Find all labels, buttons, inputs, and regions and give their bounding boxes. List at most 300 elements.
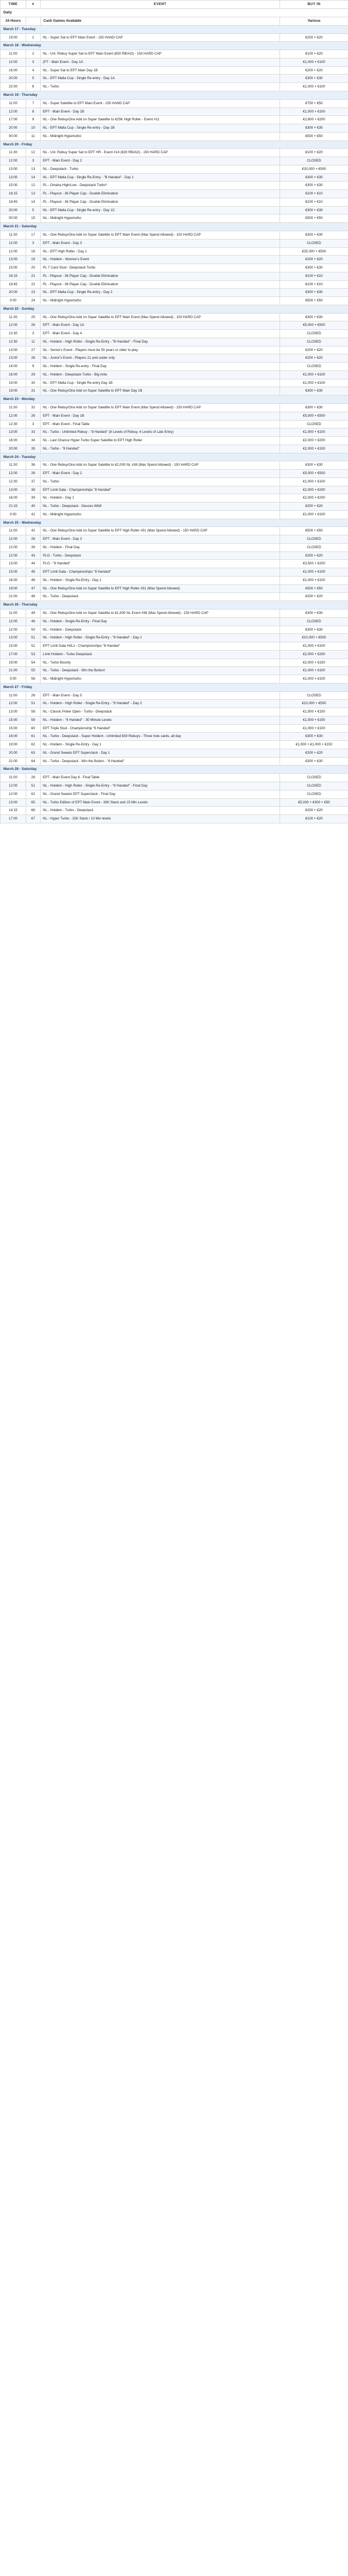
cell-num: 61 <box>26 733 41 741</box>
table-row[interactable] <box>1 774 348 782</box>
cell-num: 37 <box>26 477 41 486</box>
cell-event: NL - EPT Malta Cup - Single Re-entry - Day 1B <box>41 124 280 133</box>
cell-buy: €1,000 + €100 <box>280 568 348 577</box>
cell-num: 14 <box>26 198 41 206</box>
cell-event: NL - EPT Malta Cup - Single Re-entry - Day 2 <box>41 289 280 297</box>
table-row[interactable] <box>1 66 348 75</box>
table-row[interactable] <box>1 749 348 757</box>
table-row[interactable] <box>1 650 348 658</box>
table-row[interactable] <box>1 363 348 371</box>
always-available-cell: Cash Games Available <box>41 17 280 25</box>
table-row[interactable] <box>1 132 348 140</box>
cell-num: 32 <box>26 404 41 412</box>
cell-event: NL - Holdem - Single Re-Entry - Day 1 <box>41 576 280 584</box>
cell-buy: CLOSED <box>280 157 348 165</box>
cell-buy: CLOSED <box>280 535 348 544</box>
cell-time: 15:00 <box>1 568 26 577</box>
cell-buy: €2,000 + €150 <box>280 658 348 667</box>
cell-buy: €300 + €30 <box>280 264 348 272</box>
cell-event: NL - Turbo Bounty <box>41 658 280 667</box>
cell-buy: €100 + €20 <box>280 50 348 58</box>
cell-buy: €1,000 + €100 <box>280 642 348 651</box>
table-row[interactable] <box>1 634 348 642</box>
table-row[interactable] <box>1 477 348 486</box>
cell-event: NL - Midnight Hyperturbo <box>41 132 280 140</box>
table-row[interactable] <box>1 420 348 428</box>
cell-event: NL - Senior's Event - Players must be 50 years or older to play <box>41 346 280 354</box>
cell-time: 15:00 <box>1 182 26 190</box>
cell-buy: €1,000 + €100 <box>280 477 348 486</box>
cell-time: 16:00 <box>1 370 26 379</box>
cell-buy: €300 + €30 <box>280 461 348 470</box>
table-row[interactable] <box>1 33 348 42</box>
cell-num: 64 <box>26 757 41 765</box>
table-row[interactable] <box>1 231 348 240</box>
table-row[interactable] <box>1 165 348 173</box>
cell-event: NL - Turbo - Deepstack - Super Holdem - Unlimited €50 Rebuys - Three hole cards, all day <box>41 733 280 741</box>
cell-time: 21:00 <box>1 757 26 765</box>
tournament-schedule-table <box>0 0 348 823</box>
table-row[interactable] <box>1 272 348 280</box>
table-row[interactable] <box>1 289 348 297</box>
cell-num: 46 <box>26 617 41 626</box>
table-row[interactable] <box>1 782 348 791</box>
cell-time: 12:00 <box>1 239 26 247</box>
day-header-label: March 18 - Wednesday <box>1 42 348 50</box>
cell-num: 12 <box>26 149 41 157</box>
cell-event: NL - One Rebuy/One Add on Super Satellite to EPT High Roller #51 (Max Spend Allowed) <box>41 584 280 593</box>
table-row[interactable] <box>1 404 348 412</box>
day-header-label: March 27 - Friday <box>1 683 348 691</box>
table-row[interactable] <box>1 658 348 667</box>
cell-num: 62 <box>26 790 41 798</box>
cell-buy: CLOSED <box>280 774 348 782</box>
table-row[interactable] <box>1 527 348 535</box>
table-row[interactable] <box>1 346 348 354</box>
table-row[interactable] <box>1 445 348 453</box>
cell-buy: €300 + €30 <box>280 206 348 214</box>
cell-num: 3 <box>26 239 41 247</box>
cell-event: NL - Turbo - Unlimited Rebuy - "8 Handed" (8 Levels of Rebuy, 4 Levels of Late Entry) <box>41 428 280 437</box>
table-row[interactable] <box>1 264 348 272</box>
cell-time: 19:00 <box>1 387 26 396</box>
cell-time: 12:00 <box>1 470 26 478</box>
cell-time: 17:00 <box>1 650 26 658</box>
table-row[interactable] <box>1 510 348 519</box>
cell-buy: €500 + €50 <box>280 214 348 223</box>
table-row[interactable] <box>1 75 348 83</box>
cell-time: 13:00 <box>1 428 26 437</box>
table-row[interactable] <box>1 470 348 478</box>
cell-num: 53 <box>26 650 41 658</box>
cell-event: EPT - Main Event - Day 3 <box>41 535 280 544</box>
cell-buy: €2,800 + €200 <box>280 116 348 124</box>
cell-buy: €300 + €30 <box>280 609 348 618</box>
table-row[interactable] <box>1 642 348 651</box>
cell-time: 11:00 <box>1 50 26 58</box>
table-row[interactable] <box>1 313 348 321</box>
cell-num: 26 <box>26 774 41 782</box>
cell-time: 11:00 <box>1 609 26 618</box>
cell-buy: €200 + €20 <box>280 256 348 264</box>
cell-num: 54 <box>26 658 41 667</box>
cell-num: 56 <box>26 675 41 684</box>
cell-num: 6 <box>26 83 41 91</box>
table-row[interactable] <box>1 757 348 765</box>
cell-num: 26 <box>26 321 41 330</box>
table-header <box>1 1 348 9</box>
cell-num: 29 <box>26 370 41 379</box>
table-row[interactable] <box>1 552 348 560</box>
cell-event: NL - Holdem - High Roller - Single Re-Entry - "B Handed" - Final Day <box>41 338 280 346</box>
cell-buy: €1,000 + €100 <box>280 370 348 379</box>
cell-buy: €1,000 + €100 <box>280 428 348 437</box>
day-header-label: March 28 - Saturday <box>1 765 348 774</box>
cell-event: EPT - Main Event - Day 1B <box>41 108 280 116</box>
cell-buy: €100 + €20 <box>280 815 348 823</box>
cell-event: NL - Holdem - Women's Event <box>41 256 280 264</box>
table-row[interactable] <box>1 321 348 330</box>
table-row[interactable] <box>1 502 348 511</box>
cell-time: 19:00 <box>1 584 26 593</box>
day-header-row <box>1 91 348 99</box>
table-row[interactable] <box>1 807 348 815</box>
cell-num: 33 <box>26 428 41 437</box>
cell-num: 20 <box>26 264 41 272</box>
table-row[interactable] <box>1 256 348 264</box>
table-row[interactable] <box>1 708 348 716</box>
cell-buy: €1,000 + €100 <box>280 58 348 66</box>
table-row[interactable] <box>1 486 348 494</box>
cell-num: 46 <box>26 576 41 584</box>
table-row[interactable] <box>1 535 348 544</box>
day-header-label: March 21 - Saturday <box>1 223 348 231</box>
cell-time: 11:00 <box>1 527 26 535</box>
cell-num: 9 <box>26 116 41 124</box>
table-row[interactable] <box>1 370 348 379</box>
cell-num: 63 <box>26 749 41 757</box>
table-row[interactable] <box>1 741 348 749</box>
cell-event: NL - EPT Malta Cup - Single Re-entry - Day 1A <box>41 75 280 83</box>
cell-time: 15:00 <box>1 642 26 651</box>
cell-time: 11:30 <box>1 149 26 157</box>
cell-buy: €100 + €20 <box>280 149 348 157</box>
cell-num: 55 <box>26 667 41 675</box>
cell-num: 51 <box>26 700 41 708</box>
cell-buy: €200 + €20 <box>280 346 348 354</box>
table-row[interactable] <box>1 412 348 420</box>
table-row[interactable] <box>1 543 348 552</box>
cell-event: NL - Turbo - "8 Handed" <box>41 445 280 453</box>
table-row[interactable] <box>1 675 348 684</box>
cell-event: NL - Midnight Hyperturbo <box>41 214 280 223</box>
cell-event: NL - Super Sat to EPT Main Day 1B <box>41 66 280 75</box>
table-row[interactable] <box>1 593 348 601</box>
cell-time: 19:00 <box>1 658 26 667</box>
cell-event: NL - Super Satellite to EPT Main Event - 150 HAND CAP <box>41 99 280 108</box>
cell-time: 19:00 <box>1 33 26 42</box>
day-header-row <box>1 396 348 404</box>
cell-event: NL - Unl. Rebuy Super Sat to EPT Main Event (€50 RB/AO) - 150 HARD CAP <box>41 50 280 58</box>
table-row[interactable] <box>1 691 348 700</box>
cell-buy: €5,000 + €500 <box>280 470 348 478</box>
section-subheader-label: Daily <box>1 8 348 17</box>
table-row[interactable] <box>1 798 348 807</box>
table-row[interactable] <box>1 116 348 124</box>
cell-event: NL - Turbo - Deepstack - Deuces Wild! <box>41 502 280 511</box>
day-header-label: March 23 - Monday <box>1 396 348 404</box>
table-row[interactable] <box>1 568 348 577</box>
table-row[interactable] <box>1 280 348 289</box>
cell-num: 19 <box>26 256 41 264</box>
cell-num: 42 <box>26 527 41 535</box>
cell-num: 39 <box>26 494 41 502</box>
cell-buy: €750 + €50 <box>280 99 348 108</box>
cell-buy: €1,000 + €1,000 + €150 <box>280 741 348 749</box>
cell-num: 27 <box>26 346 41 354</box>
cell-num: 65 <box>26 798 41 807</box>
cell-time: 21:00 <box>1 593 26 601</box>
cell-num: 40 <box>26 502 41 511</box>
cell-time: 00:00 <box>1 132 26 140</box>
cell-buy: €2,000 + €150 <box>280 445 348 453</box>
cell-buy: €300 + €30 <box>280 626 348 634</box>
cell-event: PL 7 Card Stud - Deepstack Turbo <box>41 264 280 272</box>
day-header-row <box>1 42 348 50</box>
cell-buy: €500 + €50 <box>280 297 348 305</box>
table-row[interactable] <box>1 428 348 437</box>
col-header-number: # <box>26 1 41 9</box>
table-row[interactable] <box>1 182 348 190</box>
table-row[interactable] <box>1 733 348 741</box>
table-row[interactable] <box>1 124 348 133</box>
cell-time: 0:00 <box>1 675 26 684</box>
cell-buy: €200 + €20 <box>280 33 348 42</box>
day-header-row <box>1 601 348 609</box>
cell-buy: €300 + €30 <box>280 313 348 321</box>
cell-event: PLO - Turbo - Deepstack <box>41 552 280 560</box>
cell-event: NL - Midnight Hyperturbo <box>41 510 280 519</box>
cell-num: 12 <box>26 182 41 190</box>
table-row[interactable] <box>1 815 348 823</box>
cell-time: 15:00 <box>1 724 26 733</box>
table-row[interactable] <box>1 149 348 157</box>
cell-event: EPT - Main Event - Final Table <box>41 420 280 428</box>
cell-time: 12:00 <box>1 790 26 798</box>
cell-time: 12:00 <box>1 58 26 66</box>
cell-event: NL - Deepstack - Turbo <box>41 165 280 173</box>
cell-time: 11:30 <box>1 313 26 321</box>
cell-num: 52 <box>26 642 41 651</box>
cell-buy: €200 + €20 <box>280 354 348 363</box>
table-row[interactable] <box>1 790 348 798</box>
table-row[interactable] <box>1 584 348 593</box>
cell-event: NL - Holdem - Final Day <box>41 543 280 552</box>
cell-time: 0:00 <box>1 510 26 519</box>
cell-num: 51 <box>26 634 41 642</box>
cell-time: 00:00 <box>1 214 26 223</box>
cell-buy: €1,000 + €100 <box>280 576 348 584</box>
cell-event: NL - Holdem - "6 Handed" - 30 Minute Levels <box>41 716 280 724</box>
cell-num: 1 <box>26 33 41 42</box>
table-row[interactable] <box>1 83 348 91</box>
cell-time: 15:00 <box>1 264 26 272</box>
table-row[interactable] <box>1 667 348 675</box>
cell-event: NL - One Rebuy/One Add on Super Satellite to EPT Main Day 1B <box>41 387 280 396</box>
cell-buy: €100 + €10 <box>280 272 348 280</box>
cell-buy: €5,000 + €300 + €50 <box>280 798 348 807</box>
cell-time: 12:30 <box>1 330 26 338</box>
table-row[interactable] <box>1 494 348 502</box>
cell-time: 19:00 <box>1 379 26 387</box>
cell-event: NL - One Rebuy/One Add on Super Satellite to EPT High Roller #51 (Max Spend Allowed) - 150 HARD CAP <box>41 527 280 535</box>
cell-time: 12:00 <box>1 617 26 626</box>
cell-time: 13:00 <box>1 560 26 568</box>
cell-buy: €200 + €20 <box>280 552 348 560</box>
cell-buy: €500 + €50 <box>280 584 348 593</box>
cell-time: 16:00 <box>1 437 26 445</box>
table-row[interactable] <box>1 99 348 108</box>
cell-event: EPT - Main Event - Day 1A <box>41 321 280 330</box>
cell-num: 62 <box>26 741 41 749</box>
cell-num: 13 <box>26 190 41 198</box>
cell-event: PL - Omaha High/Low - Deepstack Turbo* <box>41 182 280 190</box>
table-row[interactable] <box>1 190 348 198</box>
cell-time: 20:00 <box>1 124 26 133</box>
cell-time: 12:30 <box>1 338 26 346</box>
cell-num: 9 <box>26 363 41 371</box>
cell-event: NL - Holdem - Day 1 <box>41 494 280 502</box>
cell-buy: €1,000 + €100 <box>280 83 348 91</box>
cell-event: NL - Last Chance Hyper Turbo Super Satellite to EPT High Roller <box>41 437 280 445</box>
cell-num: 45 <box>26 568 41 577</box>
table-row[interactable] <box>1 173 348 182</box>
cell-num: 17 <box>26 231 41 240</box>
cell-event: NL - One Rebuy/One Add on Super Satellite to €2,000 NL #38 (Max Spend Allowed) - 150 HARD CAP <box>41 461 280 470</box>
cell-time: 14:15 <box>1 807 26 815</box>
cell-time: 12:00 <box>1 700 26 708</box>
cell-buy: CLOSED <box>280 363 348 371</box>
cell-buy: CLOSED <box>280 691 348 700</box>
day-header-label: March 24 - Tuesday <box>1 453 348 461</box>
cell-event: NL - Junior's Event - Players 21 and under only <box>41 354 280 363</box>
cell-buy: €20,000 + €500 <box>280 165 348 173</box>
table-row[interactable] <box>1 379 348 387</box>
cell-num: 50 <box>26 626 41 634</box>
cell-time: 12:30 <box>1 420 26 428</box>
cell-time: 20:00 <box>1 289 26 297</box>
cell-event: NL - Holdem - Turbo - Deepstack <box>41 807 280 815</box>
table-row[interactable] <box>1 387 348 396</box>
table-row[interactable] <box>1 724 348 733</box>
cell-event: EPT - Main Event - Day 1B <box>41 412 280 420</box>
col-header-event: EVENT <box>41 1 280 9</box>
table-row[interactable] <box>1 576 348 584</box>
cell-time: 22:00 <box>1 83 26 91</box>
cell-buy: €1,000 + €100 <box>280 675 348 684</box>
table-row[interactable] <box>1 609 348 618</box>
cell-event: NL - Grand Sweets EPT Superstack - Final Day <box>41 790 280 798</box>
always-available-cell: 24 Hours <box>1 17 26 25</box>
table-row[interactable] <box>1 50 348 58</box>
cell-num: 7 <box>26 99 41 108</box>
cell-time: 13:00 <box>1 173 26 182</box>
cell-time: 12:00 <box>1 157 26 165</box>
table-row[interactable] <box>1 700 348 708</box>
cell-num: 14 <box>26 173 41 182</box>
table-row[interactable] <box>1 247 348 256</box>
table-row[interactable] <box>1 297 348 305</box>
cell-event: NL - Holdem - High Roller - Single Re-Entry - "8 Handed" - Day 2 <box>41 700 280 708</box>
table-row[interactable] <box>1 716 348 724</box>
cell-buy: €1,000 + €100 <box>280 510 348 519</box>
table-row[interactable] <box>1 214 348 223</box>
cell-time: 16:15 <box>1 190 26 198</box>
cell-num: 39 <box>26 543 41 552</box>
cell-num: 51 <box>26 782 41 791</box>
cell-num: 66 <box>26 807 41 815</box>
cell-event: Limit Holdem - Turbo Deepstack <box>41 650 280 658</box>
cell-buy: €100 + €10 <box>280 280 348 289</box>
cell-event: PL - Playout - 36 Player Cap - Double Elimination <box>41 190 280 198</box>
cell-buy: CLOSED <box>280 420 348 428</box>
cell-num: 15 <box>26 214 41 223</box>
cell-event: NL - Super Sat to EPT Main Event - 150 HAND CAP <box>41 33 280 42</box>
cell-time: 12:00 <box>1 543 26 552</box>
table-row[interactable] <box>1 461 348 470</box>
table-row[interactable] <box>1 626 348 634</box>
cell-event: NL - Holdem - High Roller - Single Re-Entry - "8 Handed" - Final Day <box>41 782 280 791</box>
cell-time: 17:00 <box>1 815 26 823</box>
cell-time: 13:00 <box>1 486 26 494</box>
cell-num: 49 <box>26 609 41 618</box>
cell-event: NL - One Rebuy/One Add on Super Satellite to EPT Main Event (Max Spend Allowed) - 150 HARD CAP <box>41 404 280 412</box>
cell-num: 58 <box>26 708 41 716</box>
cell-event: NL - Holdem - Single Re-Entry - Day 1 <box>41 741 280 749</box>
cell-time: 21:15 <box>1 502 26 511</box>
always-available-row <box>1 17 348 25</box>
table-row[interactable] <box>1 157 348 165</box>
cell-event: NL - Hyper Turbo - 15K Stack / 10 Min levels <box>41 815 280 823</box>
table-row[interactable] <box>1 198 348 206</box>
cell-time: 13:00 <box>1 708 26 716</box>
day-header-label: March 26 - Thursday <box>1 601 348 609</box>
cell-num: 36 <box>26 461 41 470</box>
cell-event: NL - Holdem - Single Re-Entry - Final Day <box>41 617 280 626</box>
cell-time: 19:00 <box>1 741 26 749</box>
cell-time: 18:45 <box>1 280 26 289</box>
table-row[interactable] <box>1 354 348 363</box>
cell-event: NL - Midnight Hyperturbo <box>41 297 280 305</box>
cell-num: 60 <box>26 724 41 733</box>
cell-buy: CLOSED <box>280 338 348 346</box>
table-row[interactable] <box>1 560 348 568</box>
table-row[interactable] <box>1 330 348 338</box>
cell-time: 13:00 <box>1 798 26 807</box>
table-row[interactable] <box>1 617 348 626</box>
cell-num: 47 <box>26 584 41 593</box>
table-row[interactable] <box>1 58 348 66</box>
table-row[interactable] <box>1 108 348 116</box>
table-row[interactable] <box>1 338 348 346</box>
table-row[interactable] <box>1 239 348 247</box>
cell-buy: €300 + €30 <box>280 173 348 182</box>
cell-event: EPT - Main Event - Day 2 <box>41 470 280 478</box>
cell-num: 59 <box>26 716 41 724</box>
table-row[interactable] <box>1 437 348 445</box>
cell-time: 16:00 <box>1 66 26 75</box>
table-row[interactable] <box>1 206 348 214</box>
